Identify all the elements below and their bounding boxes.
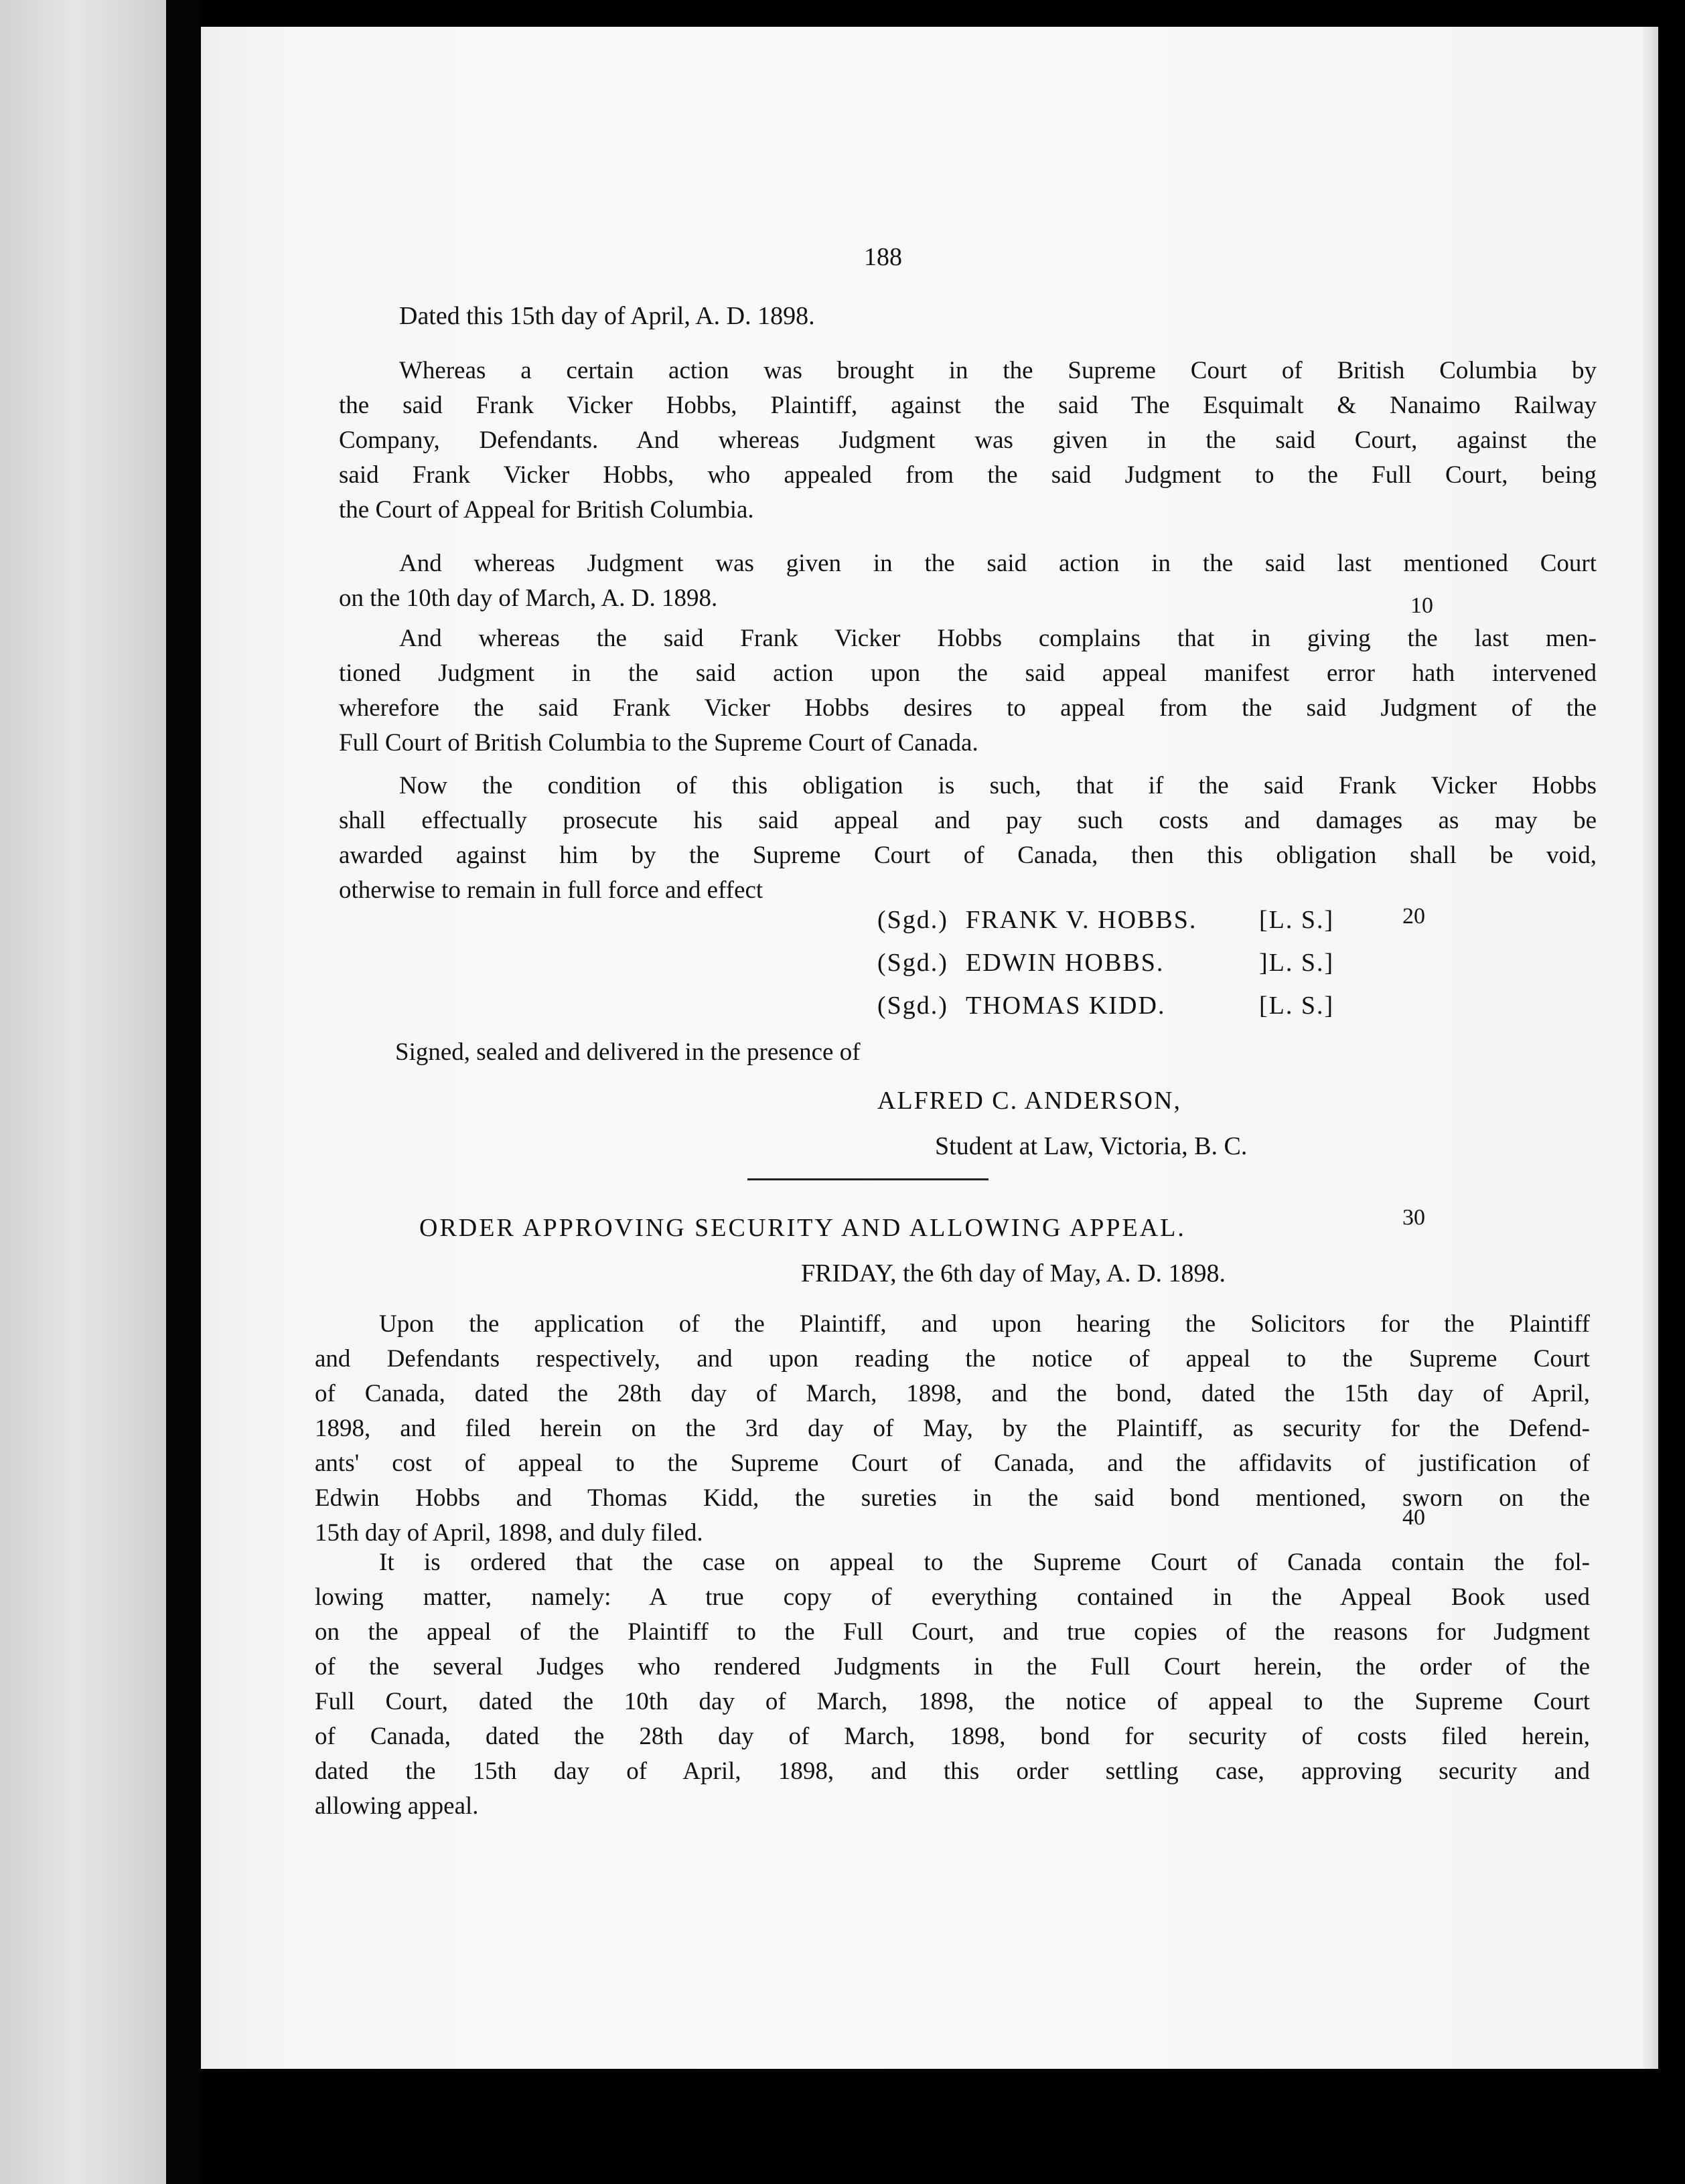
text-line: ants' cost of appeal to the Supreme Court of Canada, and the affidavits of justification of [315, 1450, 1590, 1477]
page-number: 188 [864, 243, 902, 271]
signature-name: EDWIN HOBBS. [966, 949, 1165, 977]
text-line: 1898, and filed herein on the 3rd day of May, by the Plaintiff, as security for the Defend- [315, 1415, 1590, 1442]
signature-prefix: (Sgd.) [877, 949, 948, 977]
seal-mark: [L. S.] [1259, 992, 1335, 1020]
margin-line-number: 30 [1402, 1205, 1425, 1230]
text-line: dated the 15th day of April, 1898, and this order settling case, approving security and [315, 1758, 1590, 1785]
seal-mark: [L. S.] [1259, 906, 1335, 934]
text-line: wherefore the said Frank Vicker Hobbs desires to appeal from the said Judgment of the [339, 694, 1597, 722]
order-date: FRIDAY, the 6th day of May, A. D. 1898. [801, 1259, 1226, 1288]
text-line: of Canada, dated the 28th day of March, 1898, and the bond, dated the 15th day of April, [315, 1380, 1590, 1407]
page-edge-shadow [1641, 27, 1658, 2069]
text-line: And whereas the said Frank Vicker Hobbs complains that in giving the last men- [399, 625, 1597, 652]
margin-line-number: 40 [1402, 1505, 1425, 1530]
text-line: shall effectually prosecute his said appeal and pay such costs and damages as may be [339, 807, 1597, 834]
signature-prefix: (Sgd.) [877, 992, 948, 1020]
document-page [201, 27, 1658, 2069]
witness-line: Signed, sealed and delivered in the presence of [395, 1038, 861, 1066]
text-line: lowing matter, namely: A true copy of everything contained in the Appeal Book used [315, 1583, 1590, 1611]
text-line: Full Court of British Columbia to the Supreme Court of Canada. [339, 729, 978, 757]
text-line: Company, Defendants. And whereas Judgment was given in the said Court, against the [339, 426, 1597, 454]
text-line: the Court of Appeal for British Columbia. [339, 496, 754, 524]
bond-paragraph-complaint [339, 621, 1597, 761]
text-line: Edwin Hobbs and Thomas Kidd, the sureties in the said bond mentioned, sworn on the [315, 1484, 1590, 1512]
text-line: Upon the application of the Plaintiff, and upon hearing the Solicitors for the Plaintiff [379, 1310, 1590, 1338]
order-paragraph-application [315, 1307, 1590, 1551]
text-line: allowing appeal. [315, 1792, 479, 1820]
bond-paragraph-judgment [339, 546, 1597, 616]
signature-prefix: (Sgd.) [877, 906, 948, 934]
text-line: on the 10th day of March, A. D. 1898. [339, 584, 718, 612]
text-line: Whereas a certain action was brought in the Supreme Court of British Columbia by [399, 357, 1597, 384]
bond-paragraph-condition [339, 769, 1597, 908]
text-line: said Frank Vicker Hobbs, who appealed from the said Judgment to the Full Court, being [339, 461, 1597, 489]
margin-line-number: 10 [1410, 593, 1433, 618]
text-line: of Canada, dated the 28th day of March, 1898, bond for security of costs filed herein, [315, 1723, 1590, 1750]
order-heading: ORDER APPROVING SECURITY AND ALLOWING APPEAL. [419, 1214, 1186, 1242]
section-divider [747, 1178, 988, 1180]
text-line: 15th day of April, 1898, and duly filed. [315, 1519, 703, 1547]
signature-name: FRANK V. HOBBS. [966, 906, 1197, 934]
text-line: of the several Judges who rendered Judgments in the Full Court herein, the order of the [315, 1653, 1590, 1681]
margin-line-number: 20 [1402, 904, 1425, 929]
dated-line: Dated this 15th day of April, A. D. 1898. [399, 302, 815, 330]
text-line: It is ordered that the case on appeal to the Supreme Court of Canada contain the fol- [379, 1549, 1590, 1576]
seal-mark: ]L. S.] [1259, 949, 1335, 977]
witness-name: ALFRED C. ANDERSON, [877, 1087, 1181, 1115]
signature-name: THOMAS KIDD. [966, 992, 1166, 1020]
text-line: the said Frank Vicker Hobbs, Plaintiff, against the said The Esquimalt & Nanaimo Railway [339, 392, 1597, 419]
text-line: Full Court, dated the 10th day of March, 1898, the notice of appeal to the Supreme Court [315, 1688, 1590, 1715]
text-line: And whereas Judgment was given in the said action in the said last mentioned Court [399, 550, 1597, 577]
bond-paragraph-whereas [339, 354, 1597, 528]
text-line: on the appeal of the Plaintiff to the Full Court, and true copies of the reasons for Judgment [315, 1618, 1590, 1646]
text-line: awarded against him by the Supreme Court of Canada, then this obligation shall be void, [339, 842, 1597, 869]
facing-page-edge [0, 0, 166, 2184]
text-line: Now the condition of this obligation is such, that if the said Frank Vicker Hobbs [399, 772, 1597, 799]
text-line: and Defendants respectively, and upon reading the notice of appeal to the Supreme Court [315, 1345, 1590, 1373]
text-line: tioned Judgment in the said action upon the said appeal manifest error hath intervened [339, 659, 1597, 687]
order-paragraph-ordered [315, 1545, 1590, 1824]
text-line: otherwise to remain in full force and effect [339, 876, 763, 904]
book-gutter [166, 0, 201, 2184]
witness-title: Student at Law, Victoria, B. C. [935, 1132, 1248, 1160]
